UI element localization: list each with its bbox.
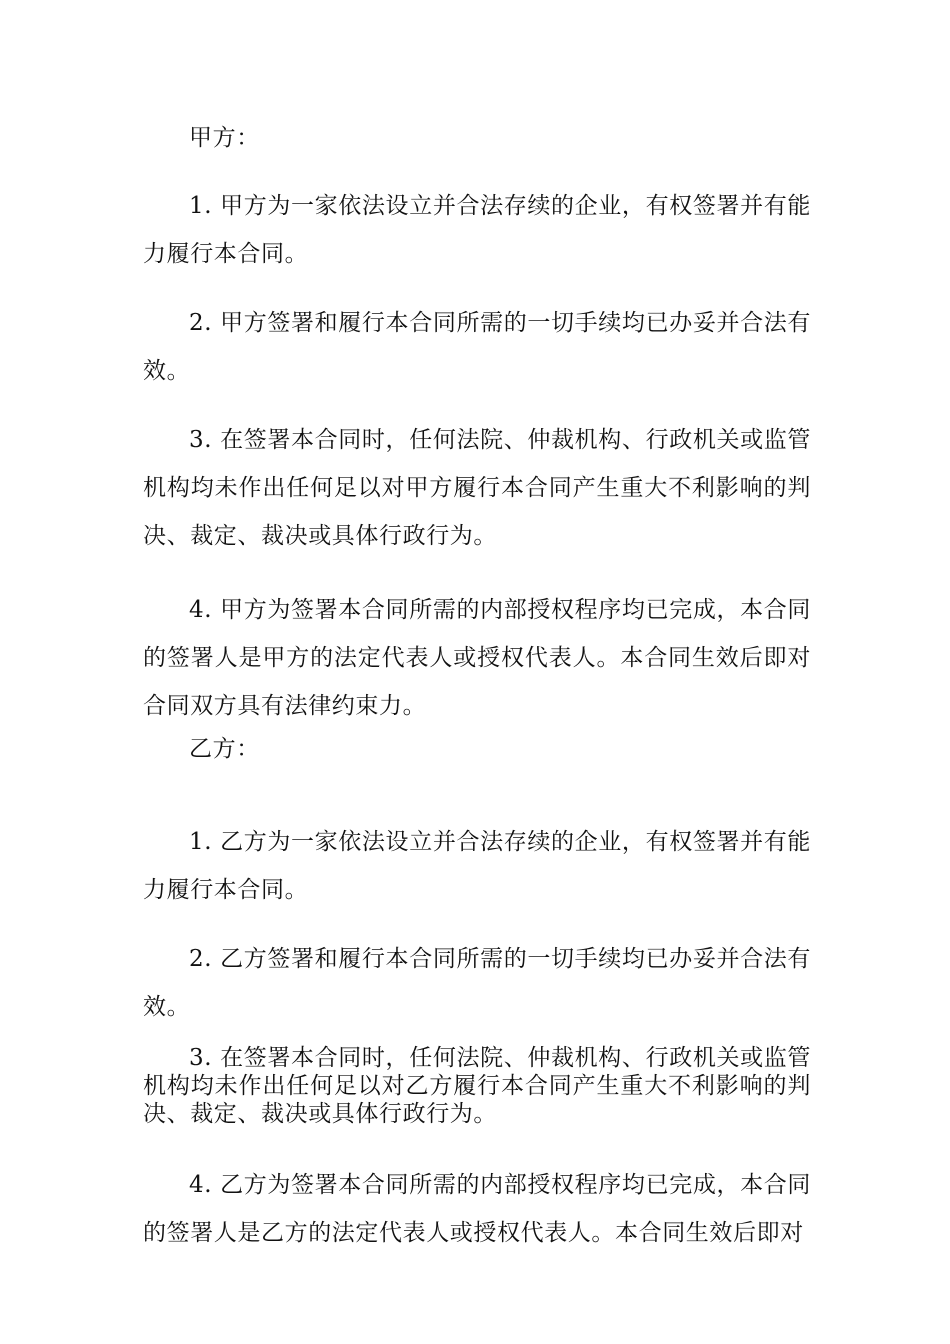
party-b-clause-3: 3. 在签署本合同时，任何法院、仲裁机构、行政机关或监管机构均未作出任何足以对乙方履行本合同产生重大不利影响的判决、裁定、裁决或具体行政行为。 bbox=[143, 1045, 811, 1127]
party-a-clause-3: 3. 在签署本合同时，任何法院、仲裁机构、行政机关或监管机构均未作出任何足以对甲方履行本合同产生重大不利影响的判决、裁定、裁决或具体行政行为。 bbox=[143, 427, 811, 549]
party-a-clause-1: 1. 甲方为一家依法设立并合法存续的企业，有权签署并有能力履行本合同。 bbox=[143, 193, 811, 267]
party-a-heading: 甲方： bbox=[189, 125, 260, 151]
party-a-clause-4: 4. 甲方为签署本合同所需的内部授权程序均已完成，本合同的签署人是甲方的法定代表人或授权代表人。本合同生效后即对合同双方具有法律约束力。 bbox=[143, 597, 811, 719]
party-b-heading: 乙方： bbox=[189, 736, 260, 762]
party-b-clause-2: 2. 乙方签署和履行本合同所需的一切手续均已办妥并合法有效。 bbox=[143, 946, 811, 1020]
party-b-clause-4: 4. 乙方为签署本合同所需的内部授权程序均已完成，本合同的签署人是乙方的法定代表人或授权代表人。本合同生效后即对 bbox=[143, 1172, 811, 1246]
party-b-clause-1: 1. 乙方为一家依法设立并合法存续的企业，有权签署并有能力履行本合同。 bbox=[143, 829, 811, 903]
party-a-clause-2: 2. 甲方签署和履行本合同所需的一切手续均已办妥并合法有效。 bbox=[143, 310, 811, 384]
